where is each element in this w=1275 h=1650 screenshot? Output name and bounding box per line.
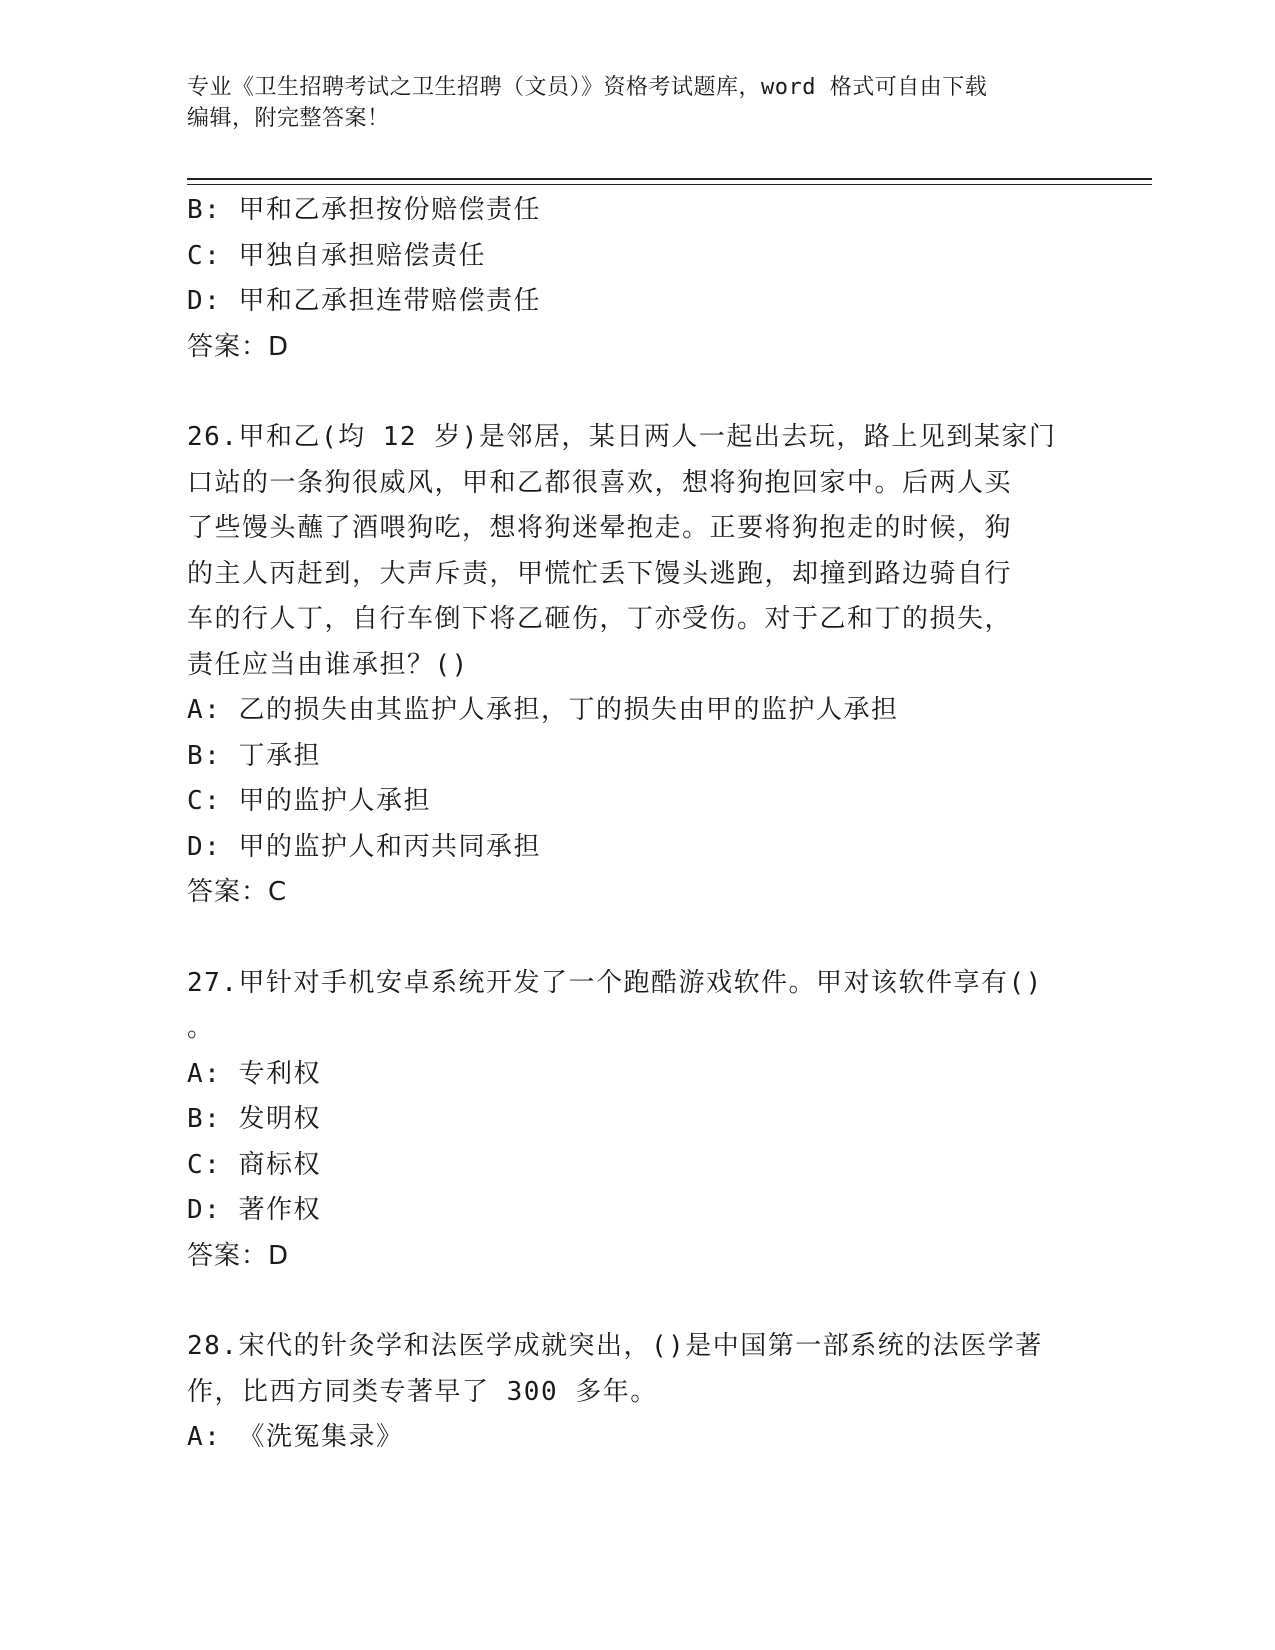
header-divider-thin bbox=[187, 184, 1152, 185]
option-d: D: 甲的监护人和丙共同承担 bbox=[187, 831, 541, 862]
answer-label: 答案：C bbox=[187, 877, 288, 907]
option-d: D: 著作权 bbox=[187, 1195, 321, 1225]
question-text-line: 26.甲和乙(均 12 岁)是邻居，某日两人一起出去玩，路上见到某家门 bbox=[187, 422, 1057, 452]
answer-label: 答案：D bbox=[187, 331, 290, 362]
header-divider-thick bbox=[187, 178, 1152, 180]
question-text-line: 了些馒头蘸了酒喂狗吃，想将狗迷晕抱走。正要将狗抱走的时候，狗 bbox=[187, 513, 1013, 543]
option-c: C: 商标权 bbox=[187, 1149, 321, 1180]
option-a: A: 专利权 bbox=[187, 1058, 321, 1089]
header-line-2: 编辑，附完整答案！ bbox=[187, 106, 390, 131]
question-text-line: 车的行人丁，自行车倒下将乙砸伤，丁亦受伤。对于乙和丁的损失， bbox=[187, 604, 1013, 634]
question-text-line: 27.甲针对手机安卓系统开发了一个跑酷游戏软件。甲对该软件享有() bbox=[187, 967, 1043, 998]
option-c: C: 甲的监护人承担 bbox=[187, 786, 431, 816]
question-28 bbox=[187, 1324, 1087, 1461]
option-c: C: 甲独自承担赔偿责任 bbox=[187, 240, 486, 271]
question-text-line: 作，比西方同类专著早了 300 多年。 bbox=[187, 1376, 658, 1407]
question-text-line: 口站的一条狗很威风，甲和乙都很喜欢，想将狗抱回家中。后两人买 bbox=[187, 467, 1013, 498]
answer-label: 答案：D bbox=[187, 1240, 290, 1271]
option-b: B: 丁承担 bbox=[187, 740, 321, 771]
header-line-1: 专业《卫生招聘考试之卫生招聘（文员）》资格考试题库，word 格式可自由下载 bbox=[187, 75, 988, 100]
document-header bbox=[187, 72, 1067, 134]
question-content bbox=[187, 188, 1087, 1461]
option-d: D: 甲和乙承担连带赔偿责任 bbox=[187, 286, 541, 316]
question-text-line: 28.宋代的针灸学和法医学成就突出，()是中国第一部系统的法医学著 bbox=[187, 1331, 1043, 1361]
question-text-line: 责任应当由谁承担？() bbox=[187, 649, 469, 680]
option-b: B: 甲和乙承担按份赔偿责任 bbox=[187, 195, 541, 225]
option-b: B: 发明权 bbox=[187, 1104, 321, 1134]
option-a: A: 《洗冤集录》 bbox=[187, 1422, 404, 1452]
question-27 bbox=[187, 961, 1087, 1280]
question-text-line: 的主人丙赶到，大声斥责，甲慌忙丢下馒头逃跑，却撞到路边骑自行 bbox=[187, 558, 1013, 589]
question-26 bbox=[187, 415, 1087, 916]
question-text-line: 。 bbox=[187, 1013, 215, 1043]
question-25 bbox=[187, 188, 1087, 370]
option-a: A: 乙的损失由其监护人承担，丁的损失由甲的监护人承担 bbox=[187, 695, 899, 725]
